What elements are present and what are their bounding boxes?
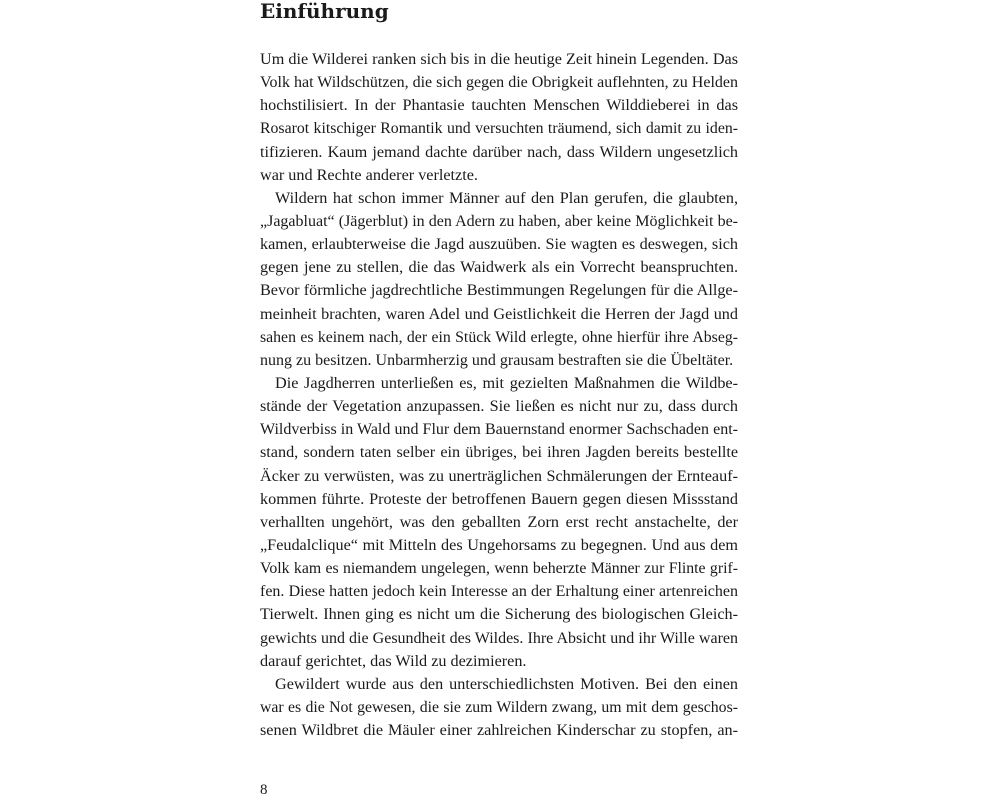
text-line: war und Rechte anderer verletzte. bbox=[260, 165, 478, 184]
text-line: kamen, erlaubterweise die Jagd auszuüben. Sie wagten es deswegen, sich bbox=[260, 235, 738, 254]
text-line: Um die Wilderei ranken sich bis in die heutige Zeit hinein Legenden. Das bbox=[260, 50, 738, 68]
text-line: gewichts und die Gesundheit des Wildes. Ihre Absicht und ihr Wille waren bbox=[260, 629, 738, 647]
text-line: fen. Diese hatten jedoch kein Interesse an der Erhaltung einer artenreichen bbox=[260, 583, 738, 601]
text-line: Volk hat Wildschützen, die sich gegen die Obrigkeit auflehnten, zu Helden bbox=[260, 74, 738, 92]
chapter-heading: Einführung bbox=[260, 0, 389, 23]
text-line: stand, sondern taten selber ein übriges, bei ihren Jagden bereits bestellte bbox=[260, 443, 738, 462]
text-line: „Jagabluat“ (Jägerblut) in den Adern zu haben, aber keine Möglichkeit be- bbox=[260, 212, 738, 230]
text-line: meinheit brachten, waren Adel und Geistlichkeit die Herren der Jagd und bbox=[260, 304, 738, 323]
text-line: Wildern hat schon immer Männer auf den Plan gerufen, die glaubten, bbox=[275, 188, 738, 207]
text-line: Rosarot kitschiger Romantik und versuchten träumend, sich damit zu iden- bbox=[260, 120, 738, 138]
text-line: Gewildert wurde aus den unterschiedlichsten Motiven. Bei den einen bbox=[275, 674, 738, 693]
text-line: darauf gerichtet, das Wild zu dezimieren. bbox=[260, 651, 527, 670]
text-line: „Feudalclique“ mit Mitteln des Ungehorsams zu begegnen. Und aus dem bbox=[260, 535, 738, 554]
text-line: war es die Not gewesen, die sie zum Wildern zwang, um mit dem geschos- bbox=[260, 698, 738, 716]
text-line: nung zu besitzen. Unbarmherzig und grausam bestraften sie die Übeltäter. bbox=[260, 351, 734, 369]
text-line: kommen führte. Proteste der betroffenen Bauern gegen diesen Missstand bbox=[260, 489, 738, 508]
text-line: stände der Vegetation anzupassen. Sie ließen es nicht nur zu, dass durch bbox=[260, 397, 738, 416]
body-text bbox=[260, 48, 738, 742]
text-line: Tierwelt. Ihnen ging es nicht um die Sicherung des biologischen Gleich- bbox=[260, 605, 738, 624]
page-number: 8 bbox=[260, 782, 268, 798]
text-line: hochstilisiert. In der Phantasie tauchten Menschen Wilddieberei in das bbox=[260, 96, 738, 115]
text-line: Die Jagdherren unterließen es, mit gezielten Maßnahmen die Wildbe- bbox=[275, 373, 738, 392]
text-line: senen Wildbret die Mäuler einer zahlreichen Kinderschar zu stopfen, an- bbox=[260, 721, 738, 740]
text-line: Bevor förmliche jagdrechtliche Bestimmungen Regelungen für die Allge- bbox=[260, 281, 738, 300]
text-line: sahen es keinem nach, der ein Stück Wild erlegte, ohne hierfür ihre Abseg- bbox=[260, 328, 738, 346]
text-line: gegen jene zu stellen, die das Waidwerk als ein Vorrecht beanspruchten. bbox=[260, 258, 738, 277]
text-line: Äcker zu verwüsten, was zu unerträglichen Schmälerungen der Ernteauf- bbox=[260, 466, 738, 485]
text-line: Wildverbiss in Wald und Flur dem Bauernstand enormer Sachschaden ent- bbox=[260, 421, 738, 439]
text-line: verhallten ungehört, was den geballten Zorn erst recht anstachelte, der bbox=[260, 512, 738, 531]
text-line: tifizieren. Kaum jemand dachte darüber nach, dass Wildern ungesetzlich bbox=[260, 142, 738, 161]
text-line: Volk kam es niemandem ungelegen, wenn beherzte Männer zur Flinte grif- bbox=[260, 560, 738, 578]
